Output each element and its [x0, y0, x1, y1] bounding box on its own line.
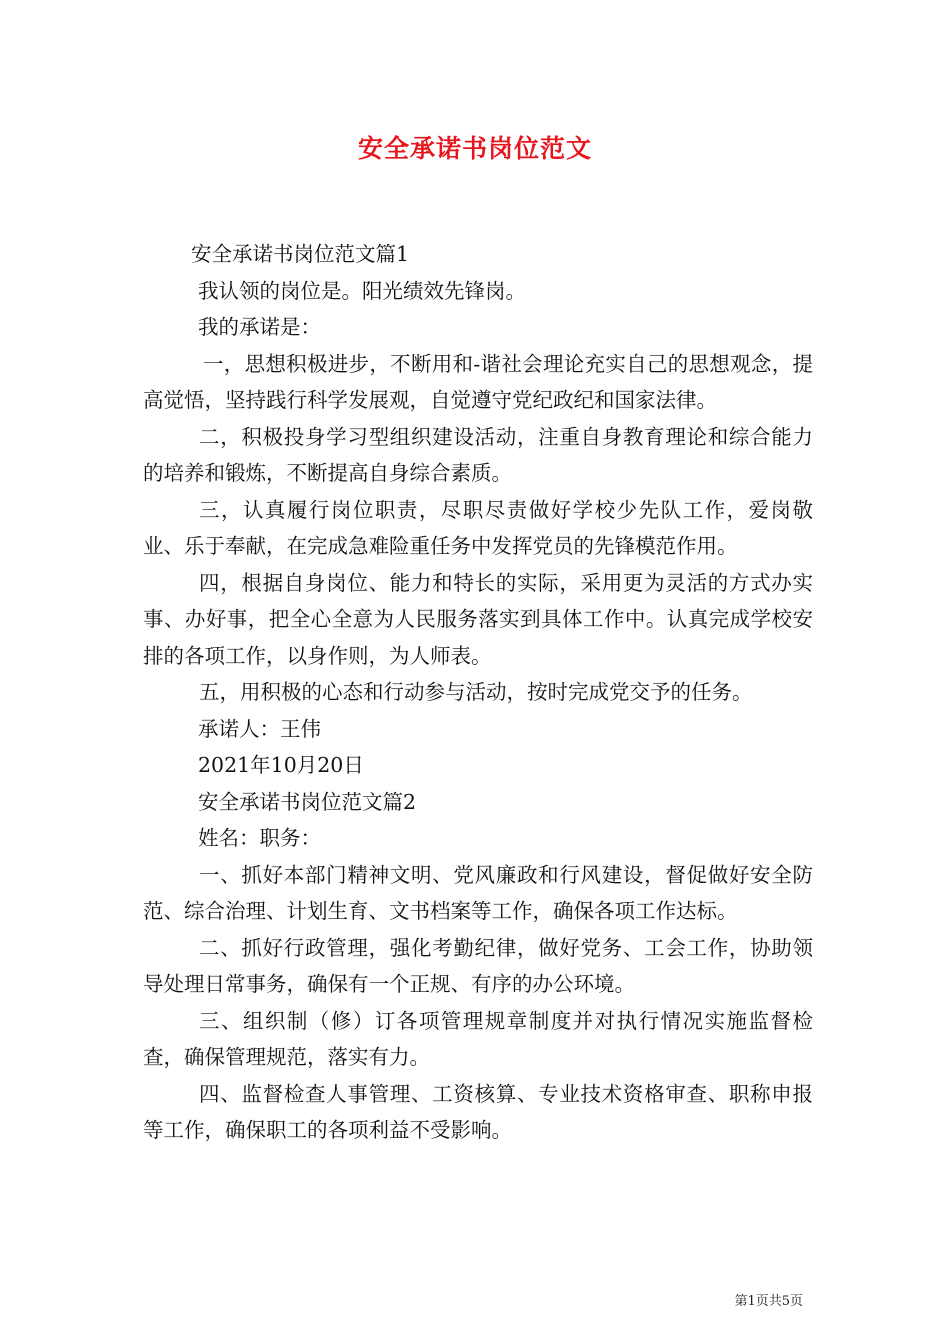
promise-label: 我的承诺是： — [198, 315, 321, 339]
promise-item-3: 三，认真履行岗位职责，尽职尽责做好学校少先队工作，爱岗敬业、乐于奉献，在完成急难险重任务中发挥党员的先锋模范作用。 — [143, 497, 813, 558]
duty-item-2: 二、抓好行政管理，强化考勤纪律，做好党务、工会工作，协助领导处理日常事务，确保有一个正规、有序的办公环境。 — [143, 935, 813, 996]
duty-item-1: 一、抓好本部门精神文明、党风廉政和行风建设，督促做好安全防范、综合治理、计划生育、文书档案等工作，确保各项工作达标。 — [143, 862, 813, 923]
promise-item-4: 四，根据自身岗位、能力和特长的实际，采用更为灵活的方式办实事、办好事，把全心全意为人民服务落实到具体工作中。认真完成学校安排的各项工作，以身作则，为人师表。 — [143, 570, 813, 668]
duty-item-4: 四、监督检查人事管理、工资核算、专业技术资格审查、职称申报等工作，确保职工的各项利益不受影响。 — [143, 1081, 813, 1142]
promise-item-2: 二，积极投身学习型组织建设活动，注重自身教育理论和综合能力的培养和锻炼，不断提高自身综合素质。 — [143, 424, 813, 485]
page-number: 第1页共5页 — [734, 1294, 803, 1309]
section-heading-1: 安全承诺书岗位范文篇1 — [191, 242, 410, 266]
sign-date: 2021年10月20日 — [198, 753, 364, 777]
duty-item-3: 三、组织制（修）订各项管理规章制度并对执行情况实施监督检查，确保管理规范，落实有力。 — [143, 1008, 813, 1069]
section-heading-2: 安全承诺书岗位范文篇2 — [198, 789, 417, 814]
signer: 承诺人：王伟 — [198, 716, 321, 741]
promise-item-1: 一，思想积极进步，不断用和-谐社会理论充实自己的思想观念，提高觉悟，坚持践行科学发展观，自觉遵守党纪政纪和国家法律。 — [143, 351, 813, 412]
promise-item-5: 五，用积极的心态和行动参与活动，按时完成党交予的任务。 — [199, 680, 753, 704]
document-title: 安全承诺书岗位范文 — [357, 134, 592, 163]
document-body — [143, 236, 813, 1149]
post-statement: 我认领的岗位是。阳光绩效先锋岗。 — [198, 278, 526, 303]
name-position-fields: 姓名：职务： — [198, 826, 321, 850]
